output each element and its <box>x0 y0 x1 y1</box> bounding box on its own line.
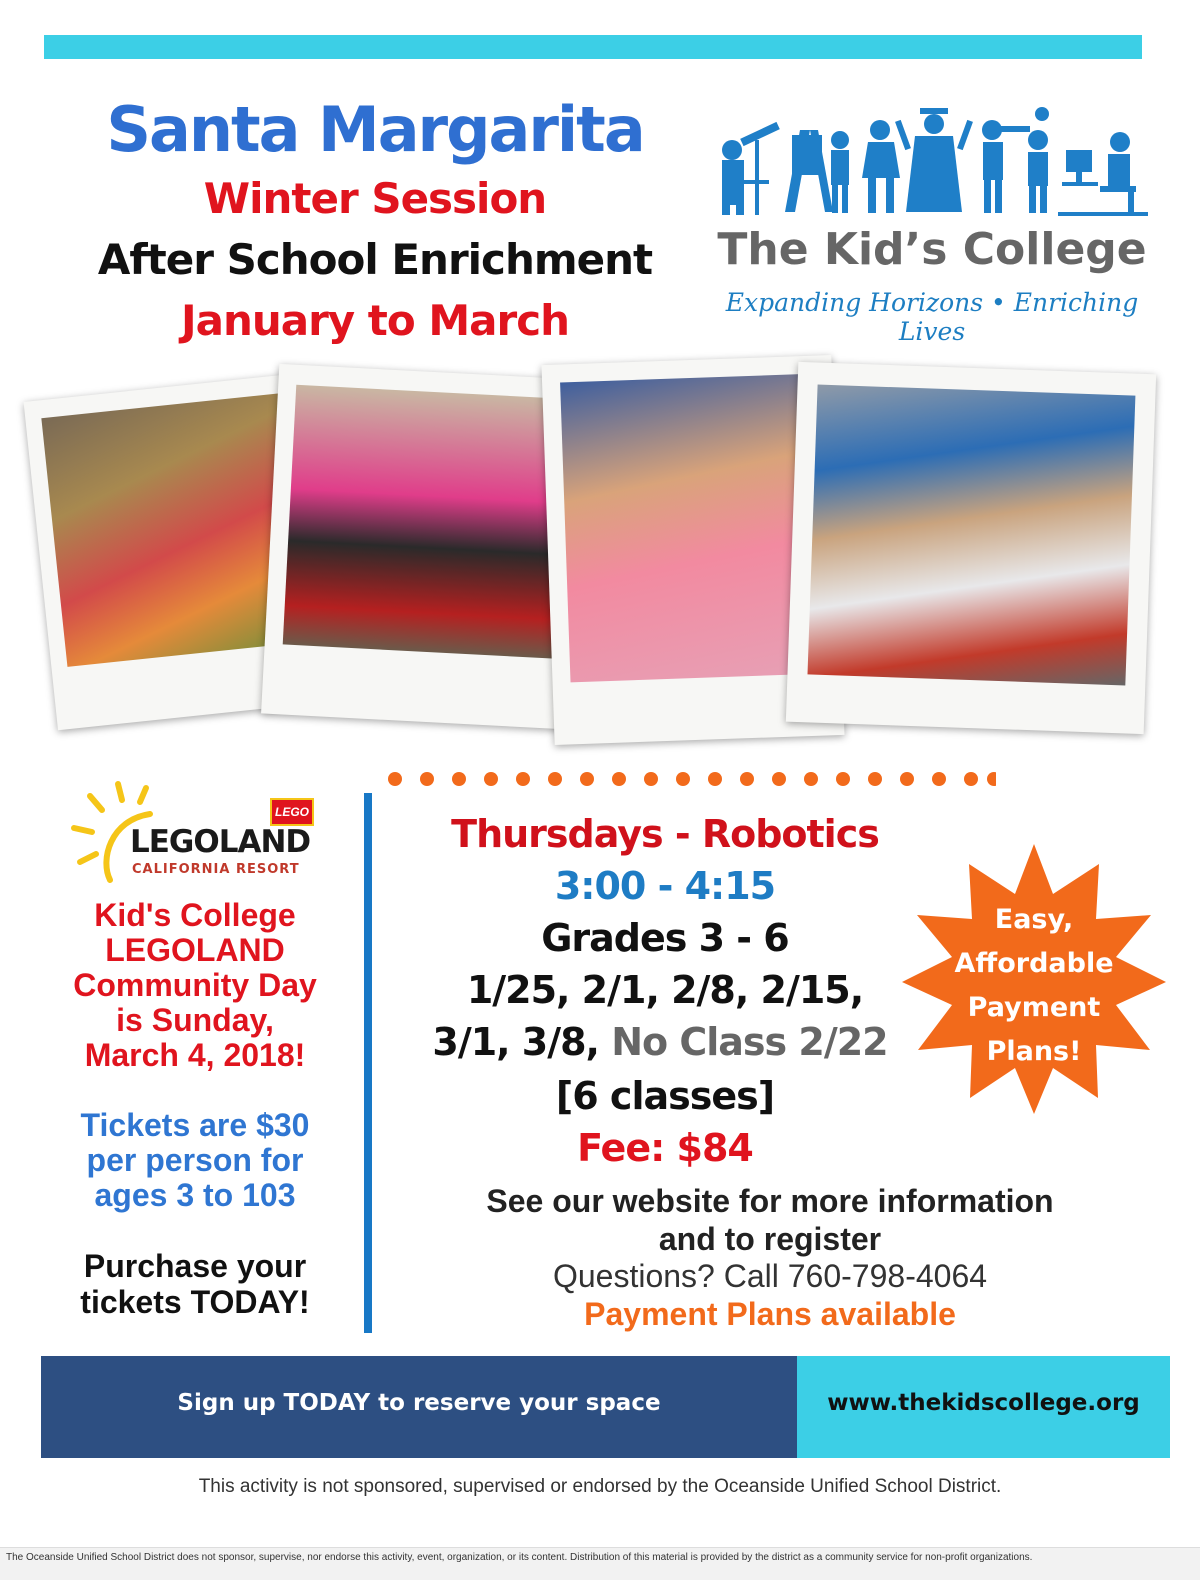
photo-boy-robot <box>786 362 1156 734</box>
page-title: Santa Margarita <box>106 93 644 166</box>
fineprint-bar <box>0 1547 1200 1580</box>
burst-line-2: Affordable <box>954 948 1114 979</box>
burst-line-4: Plans! <box>986 1036 1082 1067</box>
tickets-line-3: ages 3 to 103 <box>94 1177 296 1213</box>
legoland-subtitle: CALIFORNIA RESORT <box>132 862 300 877</box>
class-dates-tail: 3/1, 3/8, <box>432 1020 599 1064</box>
legoland-logo <box>70 780 350 890</box>
tickets-line-2: per person for <box>86 1142 304 1178</box>
payment-plans-note: Payment Plans available <box>584 1296 956 1332</box>
dotted-divider <box>386 768 996 790</box>
top-accent-bar <box>44 35 1142 59</box>
class-fee: Fee: $84 <box>577 1126 753 1170</box>
class-dates-line-2 <box>400 1020 920 1064</box>
photo-girls-lego-image <box>283 385 580 660</box>
website-line-2: and to register <box>658 1221 882 1257</box>
website-url[interactable]: www.thekidscollege.org <box>827 1390 1140 1416</box>
legoland-wordmark: LEGOLAND <box>130 824 311 860</box>
session-heading: Winter Session <box>203 174 547 223</box>
event-line-1: Kid's College <box>94 897 296 933</box>
disclaimer-text: This activity is not sponsored, supervised or endorsed by the Oceanside Unified School District. <box>198 1476 1002 1497</box>
burst-line-1: Easy, <box>994 904 1074 935</box>
tickets-line-1: Tickets are $30 <box>80 1107 310 1143</box>
lego-badge: LEGO <box>270 798 314 826</box>
class-dates-line-1: 1/25, 2/1, 2/8, 2/15, <box>466 968 864 1012</box>
class-count: [6 classes] <box>555 1074 775 1118</box>
burst-line-3: Payment <box>967 992 1101 1023</box>
burst-text <box>898 898 1170 1074</box>
event-line-5: March 4, 2018! <box>84 1037 306 1073</box>
photo-girl-smiling-image <box>560 374 824 683</box>
fineprint-text: The Oceanside Unified School District does not sponsor, supervise, nor endorse this activity, event, organization, or its content. Distribution of this material is provided by the district as a community service for non-profit organizations. <box>6 1552 1033 1563</box>
photo-boy-robot-image <box>807 385 1135 686</box>
legoland-cta <box>40 1248 350 1320</box>
website-info <box>440 1182 1100 1258</box>
legoland-tickets <box>40 1108 350 1213</box>
logo-name: The Kid’s College <box>717 224 1147 275</box>
course-title: Thursdays - Robotics <box>451 812 879 856</box>
dates-heading: January to March <box>180 296 570 345</box>
event-line-2: LEGOLAND <box>105 932 285 968</box>
no-class-note: No Class 2/22 <box>611 1020 888 1064</box>
website-line-1: See our website for more information <box>486 1183 1054 1219</box>
class-grades: Grades 3 - 6 <box>541 916 789 960</box>
vertical-divider <box>364 793 372 1333</box>
legoland-event <box>40 898 350 1073</box>
cta-line-1: Purchase your <box>83 1248 307 1284</box>
questions-phone: Questions? Call 760-798-4064 <box>552 1258 988 1294</box>
cta-line-2: tickets TODAY! <box>80 1284 310 1320</box>
program-heading: After School Enrichment <box>97 235 653 284</box>
signup-text: Sign up TODAY to reserve your space <box>177 1390 661 1416</box>
class-time: 3:00 - 4:15 <box>554 864 776 908</box>
title-block <box>60 92 690 352</box>
event-line-3: Community Day <box>73 967 317 1003</box>
logo-tagline: Expanding Horizons • Enriching Lives <box>725 288 1139 346</box>
event-line-4: is Sunday, <box>116 1002 274 1038</box>
